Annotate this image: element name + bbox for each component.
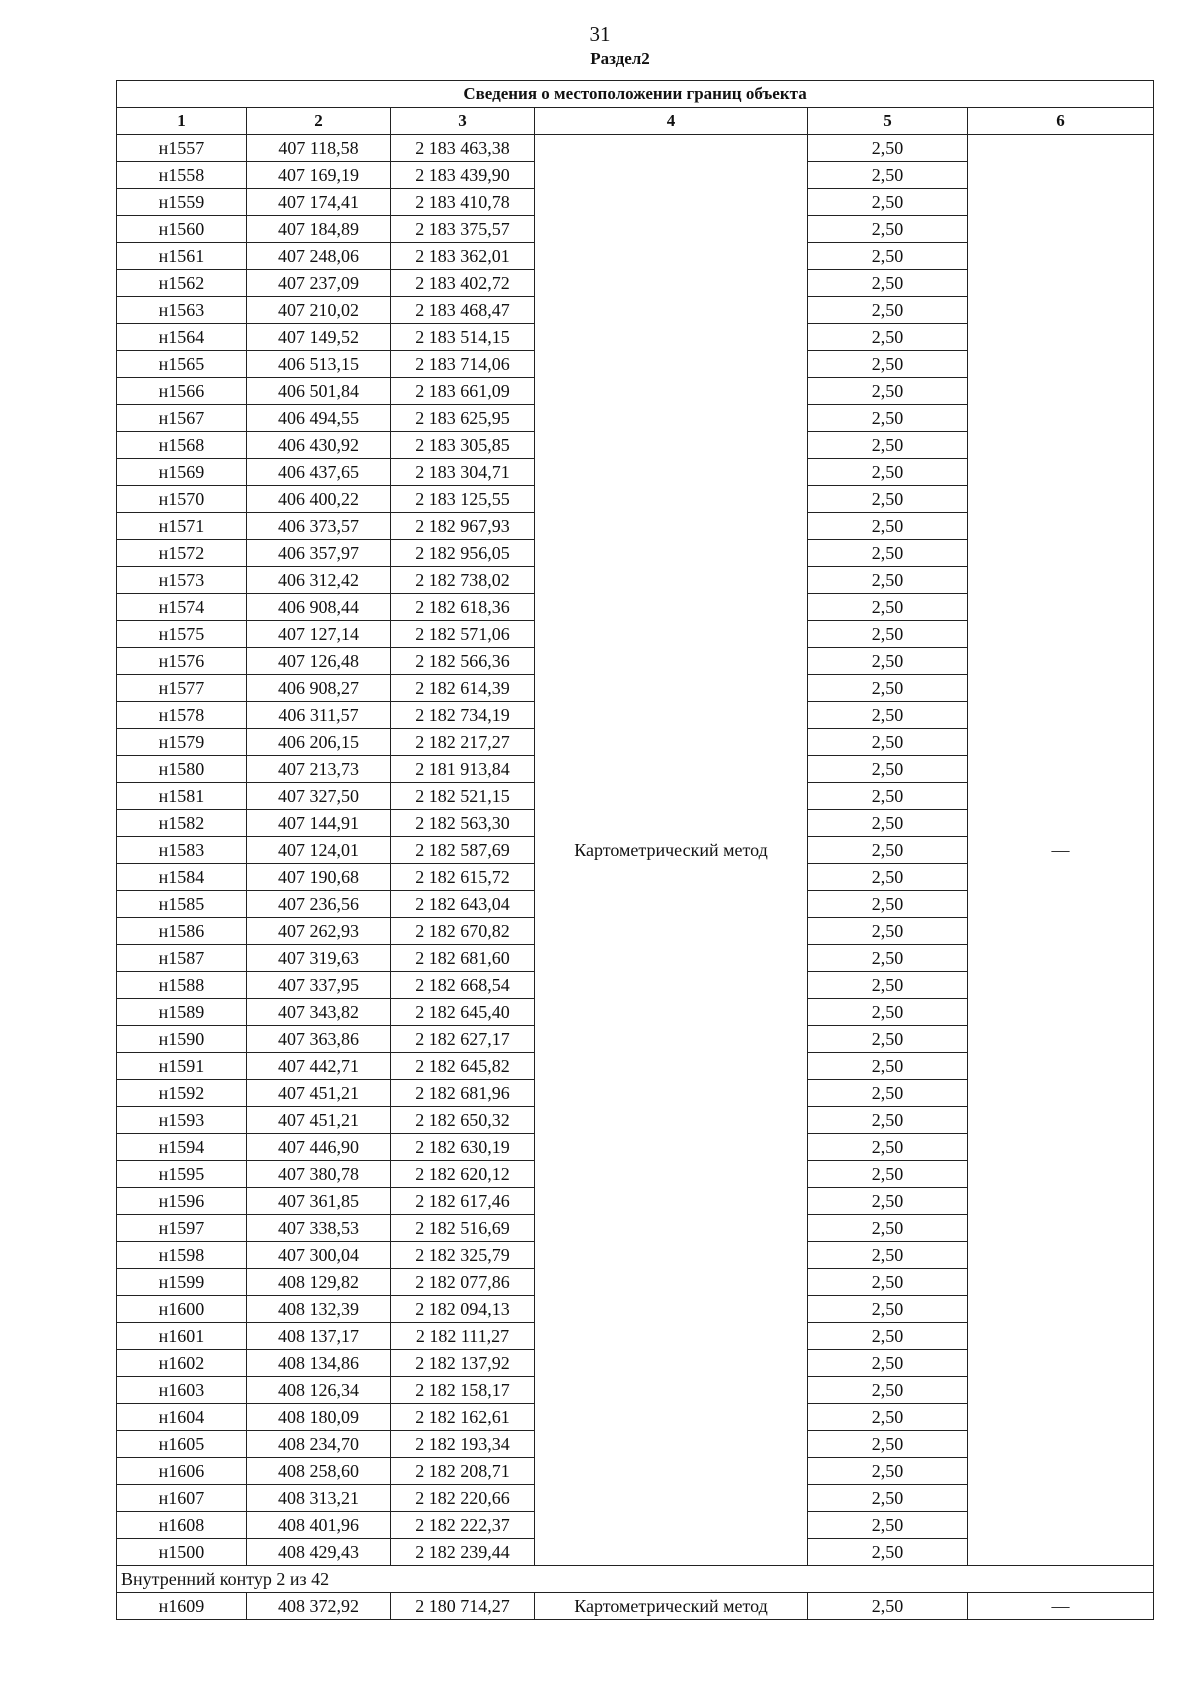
point-id-cell: н1584 (117, 864, 247, 891)
table-row (117, 1593, 1154, 1620)
accuracy-cell: 2,50 (808, 810, 968, 837)
y-coordinate-cell: 2 183 468,47 (391, 297, 535, 324)
point-id-cell: н1606 (117, 1458, 247, 1485)
x-coordinate-cell: 408 134,86 (247, 1350, 391, 1377)
accuracy-cell: 2,50 (808, 1350, 968, 1377)
x-coordinate-cell: 407 451,21 (247, 1080, 391, 1107)
y-coordinate-cell: 2 182 208,71 (391, 1458, 535, 1485)
y-coordinate-cell: 2 182 137,92 (391, 1350, 535, 1377)
accuracy-cell: 2,50 (808, 675, 968, 702)
accuracy-cell: 2,50 (808, 945, 968, 972)
boundary-coordinates-table (116, 80, 1154, 1620)
point-id-cell: н1602 (117, 1350, 247, 1377)
accuracy-cell: 2,50 (808, 1107, 968, 1134)
y-coordinate-cell: 2 182 193,34 (391, 1431, 535, 1458)
y-coordinate-cell: 2 183 625,95 (391, 405, 535, 432)
y-coordinate-cell: 2 183 362,01 (391, 243, 535, 270)
y-coordinate-cell: 2 182 521,15 (391, 783, 535, 810)
notes-cell: — (968, 1593, 1154, 1620)
accuracy-cell: 2,50 (808, 1323, 968, 1350)
accuracy-cell: 2,50 (808, 1485, 968, 1512)
accuracy-cell: 2,50 (808, 1593, 968, 1620)
x-coordinate-cell: 408 234,70 (247, 1431, 391, 1458)
accuracy-cell: 2,50 (808, 135, 968, 162)
accuracy-cell: 2,50 (808, 729, 968, 756)
point-id-cell: н1579 (117, 729, 247, 756)
accuracy-cell: 2,50 (808, 891, 968, 918)
x-coordinate-cell: 407 144,91 (247, 810, 391, 837)
accuracy-cell: 2,50 (808, 918, 968, 945)
y-coordinate-cell: 2 183 125,55 (391, 486, 535, 513)
point-id-cell: н1589 (117, 999, 247, 1026)
x-coordinate-cell: 406 501,84 (247, 378, 391, 405)
y-coordinate-cell: 2 181 913,84 (391, 756, 535, 783)
point-id-cell: н1564 (117, 324, 247, 351)
accuracy-cell: 2,50 (808, 702, 968, 729)
y-coordinate-cell: 2 182 563,30 (391, 810, 535, 837)
point-id-cell: н1597 (117, 1215, 247, 1242)
x-coordinate-cell: 408 429,43 (247, 1539, 391, 1566)
y-coordinate-cell: 2 182 620,12 (391, 1161, 535, 1188)
accuracy-cell: 2,50 (808, 486, 968, 513)
point-id-cell: н1572 (117, 540, 247, 567)
x-coordinate-cell: 406 400,22 (247, 486, 391, 513)
x-coordinate-cell: 407 149,52 (247, 324, 391, 351)
x-coordinate-cell: 407 213,73 (247, 756, 391, 783)
point-id-cell: н1580 (117, 756, 247, 783)
x-coordinate-cell: 408 258,60 (247, 1458, 391, 1485)
y-coordinate-cell: 2 182 617,46 (391, 1188, 535, 1215)
point-id-cell: н1557 (117, 135, 247, 162)
y-coordinate-cell: 2 182 643,04 (391, 891, 535, 918)
x-coordinate-cell: 407 236,56 (247, 891, 391, 918)
accuracy-cell: 2,50 (808, 1215, 968, 1242)
point-id-cell: н1561 (117, 243, 247, 270)
y-coordinate-cell: 2 180 714,27 (391, 1593, 535, 1620)
y-coordinate-cell: 2 182 627,17 (391, 1026, 535, 1053)
accuracy-cell: 2,50 (808, 594, 968, 621)
y-coordinate-cell: 2 182 222,37 (391, 1512, 535, 1539)
point-id-cell: н1596 (117, 1188, 247, 1215)
x-coordinate-cell: 407 380,78 (247, 1161, 391, 1188)
accuracy-cell: 2,50 (808, 1134, 968, 1161)
column-number: 2 (247, 108, 391, 135)
point-id-cell: н1581 (117, 783, 247, 810)
accuracy-cell: 2,50 (808, 432, 968, 459)
point-id-cell: н1562 (117, 270, 247, 297)
point-id-cell: н1576 (117, 648, 247, 675)
x-coordinate-cell: 408 126,34 (247, 1377, 391, 1404)
y-coordinate-cell: 2 182 967,93 (391, 513, 535, 540)
point-id-cell: н1569 (117, 459, 247, 486)
x-coordinate-cell: 407 327,50 (247, 783, 391, 810)
y-coordinate-cell: 2 183 714,06 (391, 351, 535, 378)
column-number: 5 (808, 108, 968, 135)
y-coordinate-cell: 2 182 094,13 (391, 1296, 535, 1323)
accuracy-cell: 2,50 (808, 621, 968, 648)
y-coordinate-cell: 2 183 305,85 (391, 432, 535, 459)
point-id-cell: н1560 (117, 216, 247, 243)
accuracy-cell: 2,50 (808, 1080, 968, 1107)
y-coordinate-cell: 2 183 410,78 (391, 189, 535, 216)
y-coordinate-cell: 2 182 734,19 (391, 702, 535, 729)
point-id-cell: н1603 (117, 1377, 247, 1404)
point-id-cell: н1563 (117, 297, 247, 324)
column-number: 4 (535, 108, 808, 135)
point-id-cell: н1595 (117, 1161, 247, 1188)
x-coordinate-cell: 406 373,57 (247, 513, 391, 540)
point-id-cell: н1558 (117, 162, 247, 189)
x-coordinate-cell: 406 437,65 (247, 459, 391, 486)
y-coordinate-cell: 2 182 571,06 (391, 621, 535, 648)
x-coordinate-cell: 408 137,17 (247, 1323, 391, 1350)
point-id-cell: н1559 (117, 189, 247, 216)
accuracy-cell: 2,50 (808, 378, 968, 405)
column-number: 1 (117, 108, 247, 135)
y-coordinate-cell: 2 182 239,44 (391, 1539, 535, 1566)
x-coordinate-cell: 406 494,55 (247, 405, 391, 432)
point-id-cell: н1565 (117, 351, 247, 378)
x-coordinate-cell: 407 190,68 (247, 864, 391, 891)
accuracy-cell: 2,50 (808, 1026, 968, 1053)
x-coordinate-cell: 408 372,92 (247, 1593, 391, 1620)
x-coordinate-cell: 407 124,01 (247, 837, 391, 864)
accuracy-cell: 2,50 (808, 324, 968, 351)
point-id-cell: н1587 (117, 945, 247, 972)
x-coordinate-cell: 408 180,09 (247, 1404, 391, 1431)
y-coordinate-cell: 2 183 304,71 (391, 459, 535, 486)
x-coordinate-cell: 407 337,95 (247, 972, 391, 999)
point-id-cell: н1582 (117, 810, 247, 837)
point-id-cell: н1607 (117, 1485, 247, 1512)
y-coordinate-cell: 2 182 587,69 (391, 837, 535, 864)
accuracy-cell: 2,50 (808, 297, 968, 324)
x-coordinate-cell: 406 908,27 (247, 675, 391, 702)
accuracy-cell: 2,50 (808, 1188, 968, 1215)
column-number: 3 (391, 108, 535, 135)
x-coordinate-cell: 407 248,06 (247, 243, 391, 270)
y-coordinate-cell: 2 182 670,82 (391, 918, 535, 945)
x-coordinate-cell: 406 908,44 (247, 594, 391, 621)
point-id-cell: н1570 (117, 486, 247, 513)
point-id-cell: н1500 (117, 1539, 247, 1566)
point-id-cell: н1593 (117, 1107, 247, 1134)
accuracy-cell: 2,50 (808, 513, 968, 540)
method-cell: Картометрический метод (535, 135, 808, 1566)
y-coordinate-cell: 2 183 375,57 (391, 216, 535, 243)
accuracy-cell: 2,50 (808, 162, 968, 189)
point-id-cell: н1590 (117, 1026, 247, 1053)
point-id-cell: н1600 (117, 1296, 247, 1323)
accuracy-cell: 2,50 (808, 1404, 968, 1431)
accuracy-cell: 2,50 (808, 216, 968, 243)
y-coordinate-cell: 2 183 514,15 (391, 324, 535, 351)
y-coordinate-cell: 2 182 738,02 (391, 567, 535, 594)
y-coordinate-cell: 2 182 614,39 (391, 675, 535, 702)
accuracy-cell: 2,50 (808, 648, 968, 675)
point-id-cell: н1586 (117, 918, 247, 945)
accuracy-cell: 2,50 (808, 1431, 968, 1458)
point-id-cell: н1605 (117, 1431, 247, 1458)
x-coordinate-cell: 406 430,92 (247, 432, 391, 459)
subsection-body (117, 1566, 1154, 1620)
x-coordinate-cell: 407 169,19 (247, 162, 391, 189)
point-id-cell: н1573 (117, 567, 247, 594)
x-coordinate-cell: 407 300,04 (247, 1242, 391, 1269)
x-coordinate-cell: 407 361,85 (247, 1188, 391, 1215)
x-coordinate-cell: 406 206,15 (247, 729, 391, 756)
accuracy-cell: 2,50 (808, 459, 968, 486)
page-number: 31 (589, 22, 611, 46)
accuracy-cell: 2,50 (808, 783, 968, 810)
x-coordinate-cell: 407 210,02 (247, 297, 391, 324)
accuracy-cell: 2,50 (808, 243, 968, 270)
x-coordinate-cell: 407 338,53 (247, 1215, 391, 1242)
table-caption-row (117, 81, 1154, 108)
accuracy-cell: 2,50 (808, 1296, 968, 1323)
point-id-cell: н1567 (117, 405, 247, 432)
y-coordinate-cell: 2 182 618,36 (391, 594, 535, 621)
accuracy-cell: 2,50 (808, 837, 968, 864)
point-id-cell: н1591 (117, 1053, 247, 1080)
y-coordinate-cell: 2 182 220,66 (391, 1485, 535, 1512)
x-coordinate-cell: 406 513,15 (247, 351, 391, 378)
point-id-cell: н1598 (117, 1242, 247, 1269)
point-id-cell: н1604 (117, 1404, 247, 1431)
y-coordinate-cell: 2 182 615,72 (391, 864, 535, 891)
y-coordinate-cell: 2 182 158,17 (391, 1377, 535, 1404)
accuracy-cell: 2,50 (808, 972, 968, 999)
point-id-cell: н1583 (117, 837, 247, 864)
y-coordinate-cell: 2 183 402,72 (391, 270, 535, 297)
y-coordinate-cell: 2 182 325,79 (391, 1242, 535, 1269)
y-coordinate-cell: 2 182 111,27 (391, 1323, 535, 1350)
notes-cell: — (968, 135, 1154, 1566)
point-id-cell: н1574 (117, 594, 247, 621)
x-coordinate-cell: 407 237,09 (247, 270, 391, 297)
point-id-cell: н1608 (117, 1512, 247, 1539)
x-coordinate-cell: 407 363,86 (247, 1026, 391, 1053)
x-coordinate-cell: 407 127,14 (247, 621, 391, 648)
x-coordinate-cell: 407 118,58 (247, 135, 391, 162)
point-id-cell: н1566 (117, 378, 247, 405)
y-coordinate-cell: 2 182 077,86 (391, 1269, 535, 1296)
y-coordinate-cell: 2 182 630,19 (391, 1134, 535, 1161)
y-coordinate-cell: 2 182 645,40 (391, 999, 535, 1026)
point-id-cell: н1588 (117, 972, 247, 999)
y-coordinate-cell: 2 182 645,82 (391, 1053, 535, 1080)
x-coordinate-cell: 407 446,90 (247, 1134, 391, 1161)
x-coordinate-cell: 407 319,63 (247, 945, 391, 972)
y-coordinate-cell: 2 183 661,09 (391, 378, 535, 405)
x-coordinate-cell: 407 184,89 (247, 216, 391, 243)
column-numbers-row (117, 108, 1154, 135)
y-coordinate-cell: 2 182 681,60 (391, 945, 535, 972)
section-title: Раздел2 (590, 49, 650, 68)
point-id-cell: н1577 (117, 675, 247, 702)
accuracy-cell: 2,50 (808, 1377, 968, 1404)
point-id-cell: н1585 (117, 891, 247, 918)
point-id-cell: н1578 (117, 702, 247, 729)
point-id-cell: н1571 (117, 513, 247, 540)
y-coordinate-cell: 2 183 463,38 (391, 135, 535, 162)
y-coordinate-cell: 2 182 668,54 (391, 972, 535, 999)
y-coordinate-cell: 2 182 566,36 (391, 648, 535, 675)
y-coordinate-cell: 2 182 681,96 (391, 1080, 535, 1107)
accuracy-cell: 2,50 (808, 567, 968, 594)
accuracy-cell: 2,50 (808, 189, 968, 216)
y-coordinate-cell: 2 182 162,61 (391, 1404, 535, 1431)
point-id-cell: н1594 (117, 1134, 247, 1161)
y-coordinate-cell: 2 182 650,32 (391, 1107, 535, 1134)
y-coordinate-cell: 2 182 217,27 (391, 729, 535, 756)
accuracy-cell: 2,50 (808, 1512, 968, 1539)
table-caption: Сведения о местоположении границ объекта (117, 81, 1154, 108)
accuracy-cell: 2,50 (808, 1161, 968, 1188)
point-id-cell: н1599 (117, 1269, 247, 1296)
y-coordinate-cell: 2 182 516,69 (391, 1215, 535, 1242)
x-coordinate-cell: 407 451,21 (247, 1107, 391, 1134)
accuracy-cell: 2,50 (808, 864, 968, 891)
x-coordinate-cell: 408 132,39 (247, 1296, 391, 1323)
x-coordinate-cell: 406 312,42 (247, 567, 391, 594)
method-cell: Картометрический метод (535, 1593, 808, 1620)
y-coordinate-cell: 2 182 956,05 (391, 540, 535, 567)
subsection-title: Внутренний контур 2 из 42 (117, 1566, 1154, 1593)
x-coordinate-cell: 407 343,82 (247, 999, 391, 1026)
accuracy-cell: 2,50 (808, 405, 968, 432)
x-coordinate-cell: 407 174,41 (247, 189, 391, 216)
x-coordinate-cell: 407 442,71 (247, 1053, 391, 1080)
x-coordinate-cell: 408 313,21 (247, 1485, 391, 1512)
point-id-cell: н1568 (117, 432, 247, 459)
column-number: 6 (968, 108, 1154, 135)
accuracy-cell: 2,50 (808, 999, 968, 1026)
table-body (117, 135, 1154, 1566)
x-coordinate-cell: 406 311,57 (247, 702, 391, 729)
accuracy-cell: 2,50 (808, 1539, 968, 1566)
accuracy-cell: 2,50 (808, 1242, 968, 1269)
accuracy-cell: 2,50 (808, 351, 968, 378)
table-row (117, 135, 1154, 162)
point-id-cell: н1592 (117, 1080, 247, 1107)
accuracy-cell: 2,50 (808, 1053, 968, 1080)
accuracy-cell: 2,50 (808, 270, 968, 297)
point-id-cell: н1575 (117, 621, 247, 648)
point-id-cell: н1601 (117, 1323, 247, 1350)
accuracy-cell: 2,50 (808, 1458, 968, 1485)
x-coordinate-cell: 407 126,48 (247, 648, 391, 675)
x-coordinate-cell: 407 262,93 (247, 918, 391, 945)
x-coordinate-cell: 408 401,96 (247, 1512, 391, 1539)
accuracy-cell: 2,50 (808, 540, 968, 567)
accuracy-cell: 2,50 (808, 1269, 968, 1296)
x-coordinate-cell: 408 129,82 (247, 1269, 391, 1296)
point-id-cell: н1609 (117, 1593, 247, 1620)
subsection-title-row (117, 1566, 1154, 1593)
x-coordinate-cell: 406 357,97 (247, 540, 391, 567)
accuracy-cell: 2,50 (808, 756, 968, 783)
y-coordinate-cell: 2 183 439,90 (391, 162, 535, 189)
